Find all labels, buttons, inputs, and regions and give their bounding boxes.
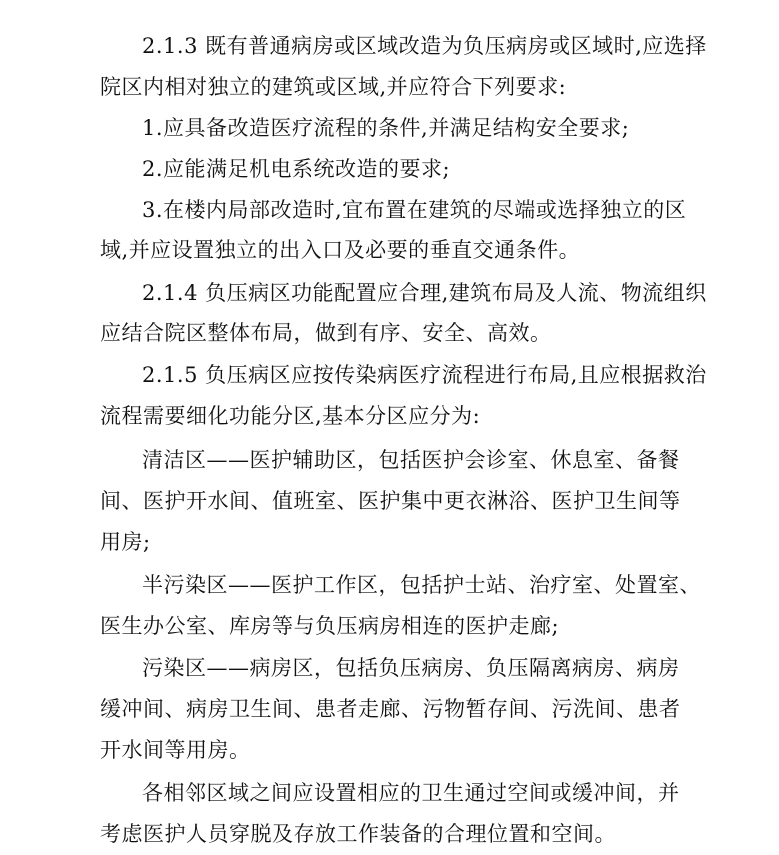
item-1-line-1: 1.应具备改造医疗流程的条件,并满足结构安全要求; — [142, 116, 630, 140]
semi-polluted-zone-line-2: 医生办公室、库房等与负压病房相连的医护走廊; — [100, 614, 560, 638]
clause-2-1-4-line-2: 应结合院区整体布局，做到有序、安全、高效。 — [100, 321, 552, 345]
semi-polluted-zone-line-1: 半污染区——医护工作区，包括护士站、治疗室、处置室、 — [142, 573, 701, 597]
polluted-zone-line-2: 缓冲间、病房卫生间、患者走廊、污物暂存间、污洗间、患者 — [100, 697, 681, 721]
clean-zone-line-2: 间、医护开水间、值班室、医护集中更衣淋浴、医护卫生间等 — [100, 489, 681, 513]
clause-2-1-3-line-1: 2.1.3 既有普通病房或区域改造为负压病房或区域时,应选择 — [142, 34, 707, 58]
item-3-line-2: 域,并应设置独立的出入口及必要的垂直交通条件。 — [100, 238, 581, 262]
polluted-zone-line-1: 污染区——病房区，包括负压病房、负压隔离病房、病房 — [142, 656, 680, 680]
item-2-line-1: 2.应能满足机电系统改造的要求; — [142, 157, 451, 181]
clause-2-1-5-line-1: 2.1.5 负压病区应按传染病医疗流程进行布局,且应根据救治 — [142, 363, 707, 387]
clause-2-1-4-line-1: 2.1.4 负压病区功能配置应合理,建筑布局及人流、物流组织 — [142, 281, 707, 305]
polluted-zone-line-3: 开水间等用房。 — [100, 738, 251, 762]
buffer-requirement-line-2: 考虑医护人员穿脱及存放工作装备的合理位置和空间。 — [100, 822, 616, 846]
item-3-line-1: 3.在楼内局部改造时,宜布置在建筑的尽端或选择独立的区 — [142, 198, 687, 222]
clean-zone-line-1: 清洁区——医护辅助区，包括医护会诊室、休息室、备餐 — [142, 448, 680, 472]
buffer-requirement-line-1: 各相邻区域之间应设置相应的卫生通过空间或缓冲间，并 — [142, 781, 680, 805]
clause-2-1-5-line-2: 流程需要细化功能分区,基本分区应分为: — [100, 404, 481, 428]
clean-zone-line-3: 用房; — [100, 530, 151, 554]
clause-2-1-3-line-2: 院区内相对独立的建筑或区域,并应符合下列要求: — [100, 75, 567, 99]
